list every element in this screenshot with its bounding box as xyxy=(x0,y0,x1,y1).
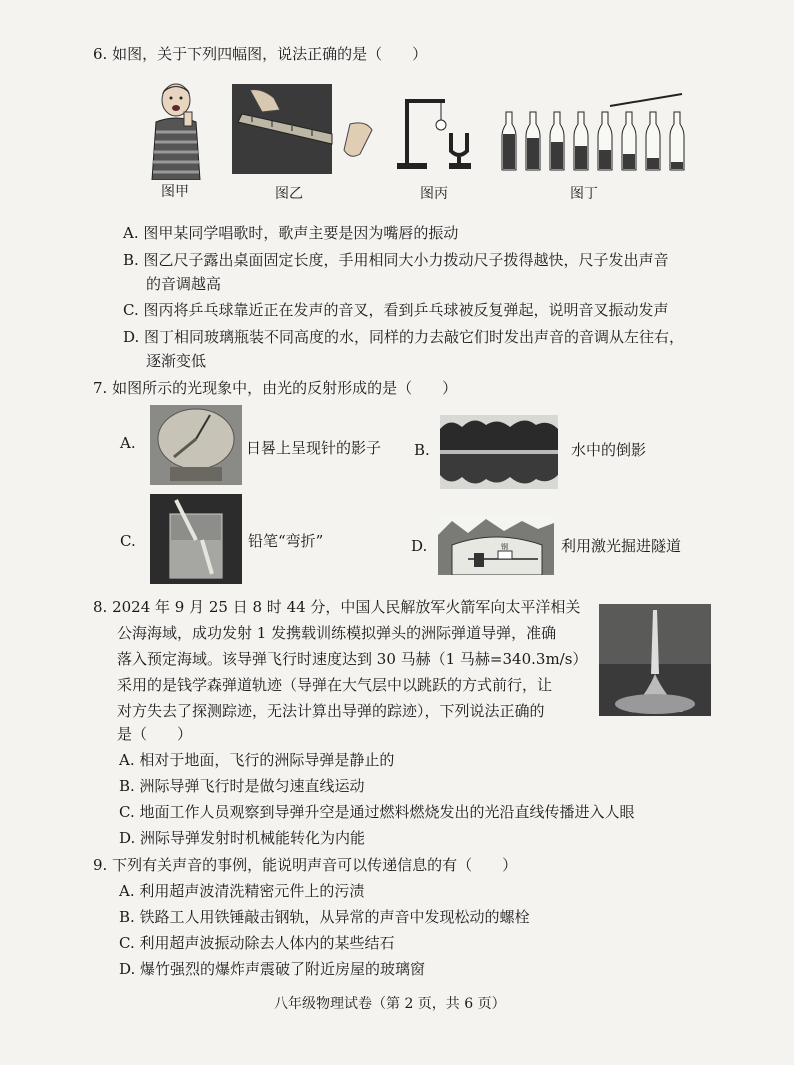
q7-option-a-letter: A. xyxy=(120,434,136,452)
q7-option-a-text: 日晷上呈现针的影子 xyxy=(246,439,382,457)
q7-option-d-text: 利用激光掘进隧道 xyxy=(561,537,682,555)
q8-line-3: 落入预定海域。该导弹飞行时速度达到 30 马赫（1 马赫=340.3m/s） xyxy=(117,650,588,668)
page-footer: 八年级物理试卷（第 2 页，共 6 页） xyxy=(274,996,506,1012)
q8-option-c: C. 地面工作人员观察到导弹升空是通过燃料燃烧发出的光沿直线传播进入人眼 xyxy=(119,803,635,821)
q6-option-c: C. 图丙将乒乓球靠近正在发声的音叉，看到乒乓球被反复弹起，说明音叉振动发声 xyxy=(123,301,669,319)
q6-option-d-cont: 逐渐变低 xyxy=(146,352,207,370)
caption-fig-jia: 图甲 xyxy=(161,184,189,200)
q6-option-b-cont: 的音调越高 xyxy=(146,275,222,293)
q8-line-4: 采用的是钱学森弹道轨迹（导弹在大气层中以跳跃的方式前行，让 xyxy=(117,676,553,694)
q8-line-5: 对方失去了探测踪迹，无法计算出导弹的踪迹），下列说法正确的 xyxy=(117,702,545,720)
q9-option-c: C. 利用超声波振动除去人体内的某些结石 xyxy=(119,934,395,952)
missile-launch-photo xyxy=(599,604,711,716)
caption-fig-yi: 图乙 xyxy=(275,186,303,202)
q6-option-b: B. 图乙尺子露出桌面固定长度，手用相同大小力拨动尺子拨得越快，尺子发出声音 xyxy=(123,251,669,269)
q7-option-d-letter: D. xyxy=(411,537,428,555)
q8-line-6: 是（ ） xyxy=(117,725,193,743)
q7-option-b-letter: B. xyxy=(414,441,430,459)
q8-option-a: A. 相对于地面，飞行的洲际导弹是静止的 xyxy=(119,751,395,769)
fig-d-label: 钢 xyxy=(501,543,508,551)
fig-ding-water-bottles xyxy=(500,90,686,174)
q6-option-d: D. 图丁相同玻璃瓶装不同高度的水，同样的力去敲它们时发出声音的音调从左往右， xyxy=(123,328,685,346)
q8-line-2: 公海海域，成功发射 1 发携载训练模拟弹头的洲际弹道导弹，准确 xyxy=(117,624,557,642)
pencil-in-water-photo xyxy=(150,494,242,584)
fig-jia-singing-boy xyxy=(148,82,208,180)
caption-fig-ding: 图丁 xyxy=(570,186,598,202)
fig-bing-tuning-fork xyxy=(395,95,477,171)
q8-line-1: 8. 2024 年 9 月 25 日 8 时 44 分，中国人民解放军火箭军向太平洋相关 xyxy=(93,598,581,616)
q7-option-c-letter: C. xyxy=(120,532,136,550)
q7-option-c-text: 铅笔“弯折” xyxy=(248,532,324,550)
q9-option-d: D. 爆竹强烈的爆炸声震破了附近房屋的玻璃窗 xyxy=(119,960,426,978)
q6-stem: 6. 如图，关于下列四幅图，说法正确的是（ ） xyxy=(93,45,428,63)
fig-yi-ruler-on-table xyxy=(232,84,374,174)
q9-stem: 9. 下列有关声音的事例，能说明声音可以传递信息的有（ ） xyxy=(93,856,518,874)
water-reflection-photo xyxy=(440,415,558,489)
q6-option-a: A. 图甲某同学唱歌时，歌声主要是因为嘴唇的振动 xyxy=(123,224,459,242)
q7-option-b-text: 水中的倒影 xyxy=(571,441,647,459)
sundial-photo xyxy=(150,405,242,485)
laser-tunnel-diagram xyxy=(438,515,554,575)
q9-option-b: B. 铁路工人用铁锤敲击钢轨，从异常的声音中发现松动的螺栓 xyxy=(119,908,530,926)
q8-option-d: D. 洲际导弹发射时机械能转化为内能 xyxy=(119,829,366,847)
q8-option-b: B. 洲际导弹飞行时是做匀速直线运动 xyxy=(119,777,365,795)
q9-option-a: A. 利用超声波清洗精密元件上的污渍 xyxy=(119,882,365,900)
caption-fig-bing: 图丙 xyxy=(420,186,448,202)
q7-stem: 7. 如图所示的光现象中，由光的反射形成的是（ ） xyxy=(93,379,458,397)
